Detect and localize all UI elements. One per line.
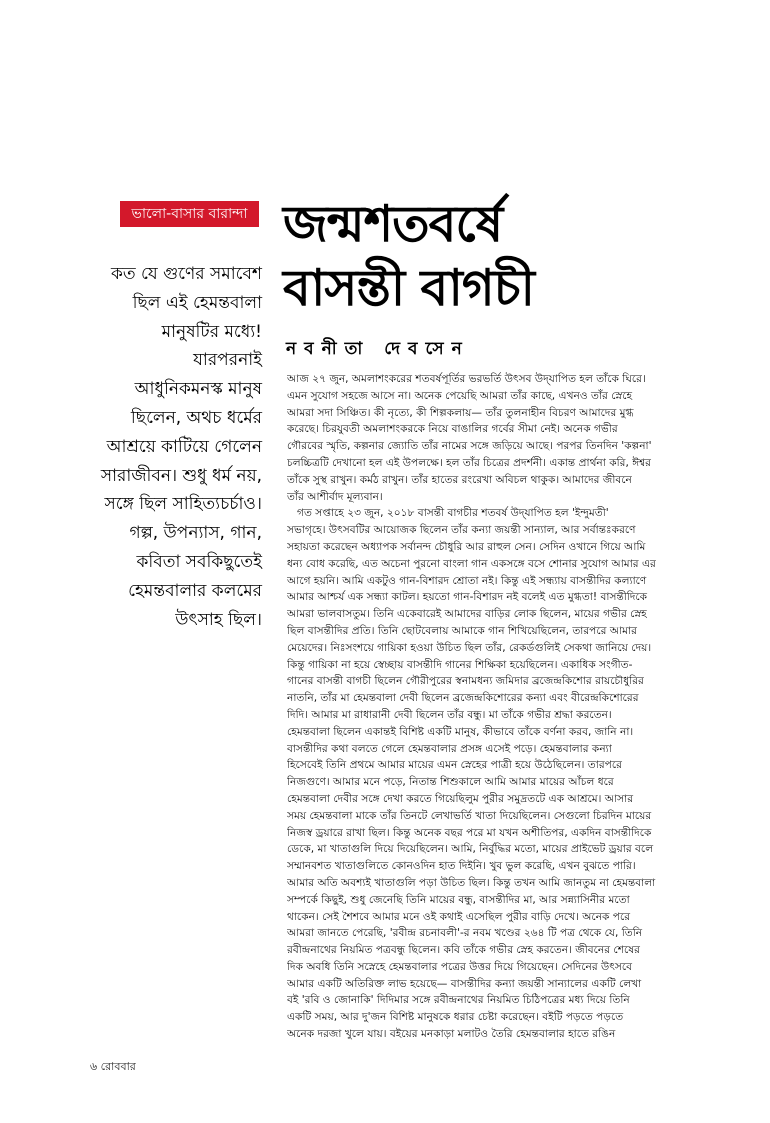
body-line: আমার আশ্চর্য এক সন্ধ্যা কাটল। হয়তো গান-বিশারদ নই বলেই এত মুগ্ধতা! বাসন্তীদিকে	[287, 591, 648, 604]
body-line: আমার একটি অতিরিক্ত লাভ হয়েছে— বাসন্তীদির কন্যা জয়ন্তী সান্যালের একটি লেখা	[287, 977, 642, 990]
body-line: হেমন্তবালা ছিলেন একান্তই বিশিষ্ট একটি মানুষ, কীভাবে তাঁকে বর্ণনা করব, জানি না।	[287, 725, 634, 738]
body-line: বাসন্তীদির কথা বলতে গেলে হেমন্তবালার প্রসঙ্গ এসেই পড়ে। হেমন্তবালার কন্যা	[287, 742, 612, 755]
article-body	[287, 371, 759, 1043]
pull-quote-line: ছিল এই হেমন্তবালা	[132, 292, 262, 313]
body-line: এমন সুযোগ সহজে আসে না। অনেক পেয়েছি আমরা তাঁর কাছে, এখনও তাঁর স্নেহে	[287, 389, 633, 402]
author-byline: নবনীতা দেবসেন	[286, 339, 470, 359]
body-line: করেছে। চিরযুবতী অমলাশংকরকে নিয়ে বাঙালির গর্বের সীমা নেই। অনেক গভীর	[287, 423, 618, 436]
body-line: ছিল বাসন্তীদির প্রতি। তিনি ছোটবেলায় আমাকে গান শিখিয়েছিলেন, তারপরে আমার	[287, 624, 637, 637]
body-line: রবীন্দ্রনাথের নিয়মিত পত্রবন্ধু ছিলেন। কবি তাঁকে গভীর স্নেহ করতেন। জীবনের শেষের	[287, 944, 640, 957]
pull-quote-line: মানুষটির মধ্যে!	[161, 321, 262, 342]
body-line: সভাগৃহে। উৎসবটির আয়োজক ছিলেন তাঁর কন্যা জয়ন্তী সান্যাল, আর সর্বান্তঃকরণে	[287, 524, 636, 537]
body-line: নিজগুণে। আমার মনে পড়ে, নিতান্ত শিশুকালে আমি আমার মায়ের আঁচল ধরে	[287, 776, 614, 789]
body-line: কিন্তু গায়িকা না হয়ে স্বেচ্ছায় বাসন্তীদি গানের শিক্ষিকা হয়েছিলেন। একাধিক সংগীত-	[287, 658, 633, 671]
pull-quote-line: কত যে গুণের সমাবেশ	[110, 264, 262, 284]
body-line: নিজস্ব ড্রয়ারে রাখা ছিল। কিন্তু অনেক বছর পরে মা যখন অশীতিপর, একদিন বাসন্তীদিকে	[287, 826, 652, 839]
body-line: সম্মানবশত খাতাগুলিতে কোনওদিন হাত দিইনি। খুব ভুল করেছি, এখন বুঝতে পারি।	[287, 860, 636, 873]
body-line: অনেক দরজা খুলে যায়। বইয়ের মনকাড়া মলাটও তৈরি হেমন্তবালার হাতে রঙিন	[287, 1028, 616, 1041]
body-line: বই 'রবি ও জোনাকি' দিদিমার সঙ্গে রবীন্দ্রনাথের নিয়মিত চিঠিপত্রের মধ্য দিয়ে তিনি	[287, 994, 630, 1007]
headline	[283, 192, 743, 320]
body-line: দিক অবধি তিনি সস্নেহে হেমন্তবালার পত্রের উত্তর দিয়ে গিয়েছেন। সেদিনের উৎসবে	[287, 960, 633, 973]
section-tag: ভালো-বাসার বারান্দা	[120, 201, 259, 227]
pull-quote-line: সঙ্গে ছিল সাহিত্যচর্চাও।	[104, 494, 262, 515]
pull-quote	[84, 260, 262, 634]
body-line: গৌরবের স্মৃতি, কল্পনার জ্যোতি তাঁর নামের সঙ্গে জড়িয়ে আছে। পরপর তিনদিন 'কল্পনা'	[287, 440, 652, 453]
pull-quote-line: সারাজীবন। শুধু ধর্ম নয়,	[100, 465, 262, 486]
pull-quote-line: কবিতা সবকিছুতেই	[136, 551, 262, 572]
pull-quote-line: হেমন্তবালার কলমের	[128, 580, 262, 601]
pull-quote-line: যারপরনাই	[193, 350, 262, 371]
body-line: হেমন্তবালা দেবীর সঙ্গে দেখা করতে গিয়েছিলুম পুরীর সমুদ্রতটে এক আশ্রমে। আসার	[287, 792, 634, 805]
pull-quote-line: ছিলেন, অথচ ধর্মের	[130, 407, 262, 428]
body-line: আজ ২৭ জুন, অমলাশংকরের শতবর্ষপূর্তির ভরভর্তি উৎসব উদ্‌যাপিত হল তাঁকে ঘিরে।	[287, 373, 646, 385]
headline-line-1: জন্মশতবর্ষে	[283, 195, 503, 253]
body-line: ডেকে, মা খাতাগুলি দিয়ে দিয়েছিলেন। আমি, নির্বুদ্ধির মতো, মায়ের প্রাইভেট ড্রয়ার বলে	[287, 843, 654, 856]
body-line: সম্পর্কে কিছুই, শুধু জেনেছি তিনি মায়ের বন্ধু, বাসন্তীদির মা, আর সন্ন্যাসিনীর মতো	[287, 893, 630, 906]
body-line: তাঁকে সুস্থ রাখুন। কর্মঠ রাখুন। তাঁর হাতের রংরেখা অবিচল থাকুক। আমাদের জীবনে	[287, 473, 632, 486]
body-line: সহায়তা করেছেন অধ্যাপক সর্বানন্দ চৌধুরি আর রাহুল সেন। সেদিন ওখানে গিয়ে আমি	[287, 540, 646, 553]
body-line: একটি সময়, আর দু'জন বিশিষ্ট মানুষকে ধরার চেষ্টা করেছেন। বইটি পড়তে পড়তে	[287, 1011, 624, 1024]
body-line: চলচ্চিত্রটি দেখানো হল এই উপলক্ষে। হল তাঁর চিত্রের প্রদর্শনী। একান্ত প্রার্থনা করি, ঈশ্বর	[287, 456, 651, 469]
body-line: থাকেন। সেই শৈশবে আমার মনে ওই কথাই এসেছিল পুরীর বাড়ি দেখে। অনেক পরে	[287, 910, 631, 923]
body-line: আমার অতি অবশ্যই খাতাগুলি পড়া উচিত ছিল। কিন্তু তখন আমি জানতুম না হেমন্তবালা	[287, 876, 656, 889]
body-line: সময় হেমন্তবালা মাকে তাঁর তিনটে লেখাভর্তি খাতা দিয়েছিলেন। সেগুলো চিরদিন মায়ের	[287, 809, 652, 822]
pull-quote-line: উৎসাহ ছিল।	[175, 609, 262, 630]
body-line: গত সপ্তাহে ২৩ জুন, ২০১৮ বাসন্তী বাগচীর শতবর্ষ উদ্‌যাপিত হল 'ইন্দুমতী'	[297, 507, 609, 520]
body-line: আগে হয়নি। আমি একটুও গান-বিশারদ শ্রোতা নই। কিন্তু এই সন্ধ্যায় বাসন্তীদির কল্যাণে	[287, 574, 647, 587]
body-line: আমরা জানতে পেরেছি, 'রবীন্দ্র রচনাবলী'-র নবম খণ্ডের ২৬৪ টি পত্র থেকে যে, তিনি	[287, 927, 643, 940]
body-line: তাঁর আশীর্বাদ মূল্যবান।	[287, 490, 383, 503]
body-line: দিদি। আমার মা রাধারানী দেবী ছিলেন তাঁর বন্ধু। মা তাঁকে গভীর শ্রদ্ধা করতেন।	[287, 708, 612, 721]
body-line: গানের বাসন্তী বাগচী ছিলেন গৌরীপুরের স্বনামধন্য জমিদার ব্রজেন্দ্রকিশোর রায়চৌধুরির	[287, 675, 644, 688]
body-line: আমরা সদা সিঞ্চিত। কী নৃত্যে, কী শিল্পকলায়— তাঁর তুলনাহীন বিচরণ আমাদের মুগ্ধ	[287, 406, 634, 419]
pull-quote-line: আধুনিকমনস্ক মানুষ	[134, 379, 262, 400]
headline-line-2: বাসন্তী বাগচী	[283, 259, 534, 317]
page-footer: ৬ রোববার	[90, 1060, 136, 1073]
body-line: নাতনি, তাঁর মা হেমন্তবালা দেবী ছিলেন ব্রজেন্দ্রকিশোরের কন্যা এবং বীরেন্দ্রকিশোরের	[287, 692, 639, 705]
pull-quote-line: আশ্রয়ে কাটিয়ে গেলেন	[106, 436, 262, 457]
body-line: হিসেবেই তিনি প্রথমে আমার মায়ের এমন স্নেহের পাত্রী হয়ে উঠেছিলেন। তারপরে	[287, 759, 622, 772]
body-line: আমরা ভালবাসতুম। তিনি একেবারেই আমাদের বাড়ির লোক ছিলেন, মায়ের গভীর স্নেহ	[287, 608, 647, 621]
body-line: ধন্য বোধ করেছি, এত অচেনা পুরনো বাংলা গান একসঙ্গে বসে শোনার সুযোগ আমার এর	[287, 557, 656, 570]
body-line: মেয়েদের। নিঃসংশয়ে গায়িকা হওয়া উচিত ছিল তাঁর, রেকর্ডগুলিই সেকথা জানিয়ে দেয়।	[287, 641, 652, 654]
pull-quote-line: গল্প, উপন্যাস, গান,	[129, 523, 262, 544]
